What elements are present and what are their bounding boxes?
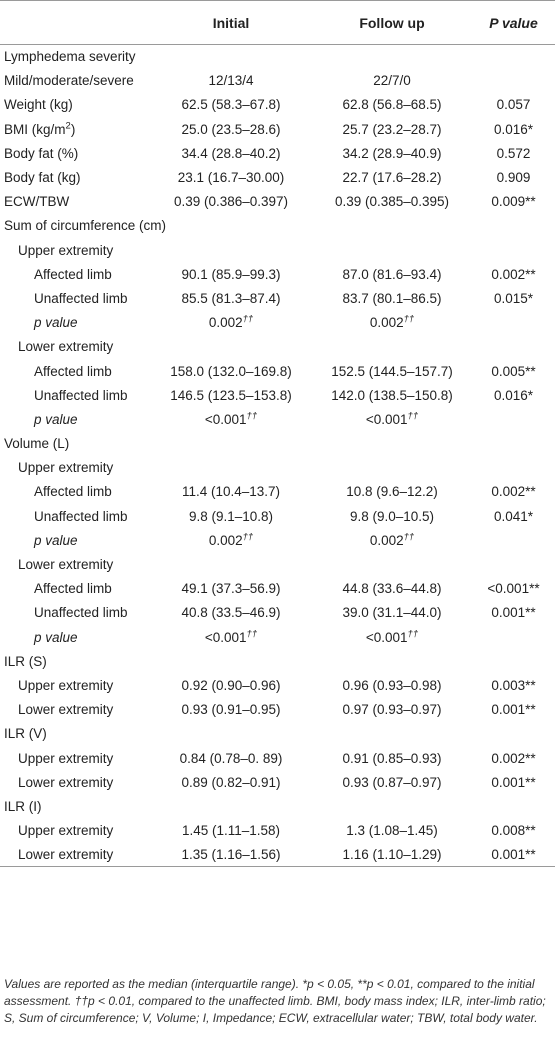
row-label-text: Unaffected limb [34,387,128,403]
follow-up-value [312,117,472,141]
table-row [0,335,555,359]
row-label [0,141,150,165]
initial-value [150,480,312,504]
header-follow-up: Follow up [312,1,472,45]
follow-up-value [312,794,472,818]
row-label-text: p value [34,411,78,427]
row-label-text: Affected limb [34,581,112,597]
follow-up-value [312,141,472,165]
p-value [472,456,555,480]
p-value: 0.001** [472,843,555,867]
p-value [472,794,555,818]
p-value: 0.001** [491,774,536,790]
initial-value-text: 23.1 (16.7–30.00) [177,170,285,186]
follow-up-value [312,456,472,480]
initial-value [150,649,312,673]
table-footnote: Values are reported as the median (interquartile range). *p < 0.05, **p < 0.01, compared to the initial assessment. ††p < 0.01, compared to the unaffected limb. BMI, body mass index; ILR, inter-limb ratio; S, Sum of circumference; V, Volume; I, Impedance; ECW, extracellular water; TBW, total body water. [4,977,546,1025]
initial-value [150,698,312,722]
initial-value [150,432,312,456]
p-value: 0.002** [491,266,536,282]
initial-value-text: 0.92 (0.90–0.96) [181,677,281,693]
follow-up-value [312,528,472,552]
p-value: 0.057 [496,97,531,113]
table-row [0,552,555,576]
follow-up-value-text: 0.91 (0.85–0.93) [342,750,442,766]
row-label-text: Unaffected limb [34,290,128,306]
table-row [0,190,555,214]
follow-up-value [312,770,472,794]
table-row [0,262,555,286]
follow-up-value-text: 0.002 [369,315,404,331]
follow-up-value-text: 44.8 (33.6–44.8) [342,581,442,597]
table-row [0,673,555,697]
initial-value-text: 0.002 [208,532,243,548]
follow-up-value-text: 83.7 (80.1–86.5) [342,290,442,306]
initial-value [150,794,312,818]
p-value [472,69,555,93]
table-row [0,432,555,456]
p-value: 0.008** [491,823,536,839]
initial-value [150,673,312,697]
row-label [0,552,150,576]
initial-value [150,93,312,117]
table-row [0,407,555,431]
initial-value-text: 62.5 (58.3–67.8) [181,97,281,113]
table-header [0,1,555,45]
p-value [472,722,555,746]
initial-value-text: 1.35 (1.16–1.56) [181,847,281,863]
p-value [472,238,555,262]
initial-value-text: 11.4 (10.4–13.7) [181,484,281,500]
follow-up-value-text: 22/7/0 [373,73,411,89]
row-label-tail: ) [70,121,76,137]
table-row [0,456,555,480]
row-label-text: Upper extremity [18,242,114,258]
row-label-text: Lower extremity [18,557,114,573]
dagger-superscript: †† [246,410,258,422]
initial-value [150,552,312,576]
table-row [0,359,555,383]
initial-value-text: 0.89 (0.82–0.91) [181,774,281,790]
follow-up-value [312,698,472,722]
row-label-superscript: 2 [65,120,71,132]
dagger-superscript: †† [407,410,419,422]
row-label [0,190,150,214]
row-label-text: Affected limb [34,266,112,282]
initial-value-text: 158.0 (132.0–169.8) [170,363,292,379]
row-label-text: Lower extremity [18,339,114,355]
initial-value [150,69,312,93]
row-label-text: ILR (V) [4,726,47,742]
table-row [0,383,555,407]
row-label-text: p value [34,315,78,331]
row-label [0,770,150,794]
table-row [0,117,555,141]
follow-up-value [312,238,472,262]
row-label [0,69,150,93]
p-value: 0.005** [491,363,536,379]
table-row [0,69,555,93]
follow-up-value-text: 0.96 (0.93–0.98) [342,677,442,693]
initial-value [150,286,312,310]
row-label-text: BMI (kg/m [4,121,66,137]
initial-value-text: 0.93 (0.91–0.95) [181,702,281,718]
row-label-text: Affected limb [34,484,112,500]
initial-value [150,456,312,480]
row-label [0,359,150,383]
row-label-text: Volume (L) [4,436,70,452]
initial-value-text: 9.8 (9.1–10.8) [188,508,274,524]
initial-value [150,335,312,359]
row-label-text: Body fat (kg) [4,170,81,186]
row-label [0,407,150,431]
initial-value [150,722,312,746]
row-label [0,262,150,286]
table-row [0,746,555,770]
initial-value-text: 40.8 (33.5–46.9) [181,605,281,621]
initial-value [150,141,312,165]
initial-value-text: 146.5 (123.5–153.8) [170,387,292,403]
table-row [0,770,555,794]
row-label-text: ILR (S) [4,653,47,669]
row-label [0,843,150,867]
table-row [0,722,555,746]
p-value [472,214,555,238]
row-label-text: Lymphedema severity [4,49,136,65]
row-label [0,698,150,722]
follow-up-value-text: 0.39 (0.385–0.395) [334,194,450,210]
p-value [472,649,555,673]
follow-up-value [312,286,472,310]
row-label-text: Unaffected limb [34,508,128,524]
p-value [472,45,555,69]
row-label-text: Lower extremity [18,702,114,718]
table-body [0,45,555,867]
row-label-text: Weight (kg) [4,97,73,113]
follow-up-value [312,407,472,431]
p-value [472,335,555,359]
p-value: 0.909 [496,170,531,186]
header-initial: Initial [150,1,312,45]
follow-up-value [312,214,472,238]
table-row [0,45,555,69]
p-value [472,625,555,649]
follow-up-value-text: <0.001 [365,411,408,427]
row-label [0,45,150,69]
dagger-superscript: †† [403,313,415,325]
row-label-text: p value [34,532,78,548]
p-value: 0.015* [493,290,534,306]
initial-value [150,190,312,214]
row-label [0,722,150,746]
p-value [472,552,555,576]
table-row [0,843,555,867]
table-row [0,528,555,552]
table-row [0,819,555,843]
row-label-text: Mild/moderate/severe [4,73,134,89]
initial-value [150,504,312,528]
initial-value [150,359,312,383]
p-value [472,311,555,335]
follow-up-value-text: 22.7 (17.6–28.2) [342,170,442,186]
initial-value-text: 12/13/4 [208,73,254,89]
initial-value-text: <0.001 [204,629,247,645]
follow-up-value [312,93,472,117]
initial-value-text: 0.84 (0.78–0. 89) [179,750,283,766]
initial-value [150,601,312,625]
row-label-text: Lower extremity [18,847,114,863]
table-row [0,698,555,722]
row-label [0,311,150,335]
dagger-superscript: †† [403,531,415,543]
initial-value [150,117,312,141]
follow-up-value-text: 62.8 (56.8–68.5) [342,97,442,113]
initial-value [150,262,312,286]
initial-value [150,165,312,189]
initial-value-text: 90.1 (85.9–99.3) [181,266,281,282]
row-label [0,335,150,359]
dagger-superscript: †† [246,628,258,640]
p-value [472,407,555,431]
follow-up-value [312,819,472,843]
row-label [0,214,167,238]
initial-value [150,625,312,649]
p-value: 0.016* [493,121,534,137]
follow-up-value [312,649,472,673]
p-value [472,528,555,552]
dagger-superscript: †† [407,628,419,640]
row-label [0,165,150,189]
p-value: 0.001** [491,702,536,718]
row-label-text: Unaffected limb [34,605,128,621]
initial-value [150,383,312,407]
row-label-text: Affected limb [34,363,112,379]
initial-value [150,45,312,69]
follow-up-value-text: 10.8 (9.6–12.2) [346,484,438,500]
follow-up-value [312,601,472,625]
row-label [0,117,150,141]
row-label [0,286,150,310]
initial-value [150,528,312,552]
table-row [0,214,555,238]
follow-up-value-text: 25.7 (23.2–28.7) [342,121,442,137]
follow-up-value-text: 39.0 (31.1–44.0) [342,605,442,621]
row-label [0,238,150,262]
row-label [0,480,150,504]
initial-value-text: 1.45 (1.11–1.58) [181,823,281,839]
table-row [0,141,555,165]
table-row [0,577,555,601]
initial-value-text: 0.39 (0.386–0.397) [173,194,289,210]
follow-up-value [312,577,472,601]
follow-up-value-text: 1.3 (1.08–1.45) [346,823,438,839]
p-value: 0.572 [496,145,531,161]
follow-up-value [312,843,472,867]
initial-value [150,238,312,262]
table-row [0,165,555,189]
row-label [0,432,150,456]
row-label [0,794,150,818]
follow-up-value [312,311,472,335]
follow-up-value-text: <0.001 [365,629,408,645]
initial-value-text: 85.5 (81.3–87.4) [181,290,281,306]
follow-up-value [312,504,472,528]
follow-up-value [312,383,472,407]
follow-up-value [312,673,472,697]
row-label-text: Lower extremity [18,774,114,790]
initial-value-text: 0.002 [208,315,243,331]
follow-up-value-text: 0.93 (0.87–0.97) [342,774,442,790]
initial-value [150,214,312,238]
initial-value [150,770,312,794]
table-row [0,625,555,649]
table-row [0,649,555,673]
initial-value [150,577,312,601]
row-label [0,93,150,117]
row-label [0,673,150,697]
row-label-text: Body fat (%) [4,145,79,161]
header-p-value: P value [472,1,555,45]
follow-up-value-text: 0.97 (0.93–0.97) [342,702,442,718]
header-row [0,1,555,45]
follow-up-value [312,552,472,576]
initial-value [150,746,312,770]
row-label [0,383,150,407]
table-row [0,504,555,528]
follow-up-value [312,69,472,93]
row-label [0,746,150,770]
follow-up-value [312,262,472,286]
row-label-text: Upper extremity [18,460,114,476]
table-row [0,601,555,625]
table-row [0,238,555,262]
initial-value-text: <0.001 [204,411,247,427]
follow-up-value [312,165,472,189]
row-label-text: Upper extremity [18,750,114,766]
p-value: 0.002** [491,750,536,766]
p-value: 0.041* [493,508,534,524]
row-label [0,504,150,528]
p-value: 0.001** [491,605,536,621]
p-value: 0.003** [491,677,536,693]
row-label [0,577,150,601]
follow-up-value-text: 1.16 (1.10–1.29) [342,847,442,863]
table-row [0,311,555,335]
p-value: 0.002** [491,484,536,500]
row-label [0,528,150,552]
row-label-text: Upper extremity [18,677,114,693]
follow-up-value [312,722,472,746]
initial-value-text: 25.0 (23.5–28.6) [181,121,281,137]
follow-up-value [312,335,472,359]
follow-up-value [312,45,472,69]
follow-up-value-text: 152.5 (144.5–157.7) [331,363,453,379]
row-label-text: Sum of circumference (cm) [4,218,167,234]
table-row [0,480,555,504]
row-label [0,625,150,649]
dagger-superscript: †† [242,531,254,543]
row-label [0,819,150,843]
row-label [0,649,150,673]
initial-value [150,819,312,843]
follow-up-value-text: 34.2 (28.9–40.9) [342,145,442,161]
row-label [0,456,150,480]
p-value: <0.001** [487,581,540,597]
row-label-text: ILR (I) [4,798,42,814]
row-label-text: ECW/TBW [4,194,70,210]
follow-up-value [312,432,472,456]
follow-up-value-text: 142.0 (138.5–150.8) [331,387,453,403]
follow-up-value-text: 0.002 [369,532,404,548]
p-value [472,432,555,456]
follow-up-value [312,746,472,770]
follow-up-value [312,359,472,383]
follow-up-value [312,480,472,504]
initial-value-text: 49.1 (37.3–56.9) [181,581,281,597]
table-row [0,794,555,818]
initial-value [150,407,312,431]
p-value: 0.009** [491,194,536,210]
initial-value [150,311,312,335]
table-row [0,286,555,310]
follow-up-value [312,625,472,649]
row-label-text: Upper extremity [18,823,114,839]
initial-value-text: 34.4 (28.8–40.2) [181,145,281,161]
p-value: 0.016* [493,387,534,403]
header-blank [0,1,150,45]
row-label [0,601,150,625]
table-row [0,93,555,117]
follow-up-value-text: 9.8 (9.0–10.5) [349,508,435,524]
follow-up-value-text: 87.0 (81.6–93.4) [342,266,442,282]
initial-value [150,843,312,867]
follow-up-value [312,190,472,214]
dagger-superscript: †† [242,313,254,325]
row-label-text: p value [34,629,78,645]
